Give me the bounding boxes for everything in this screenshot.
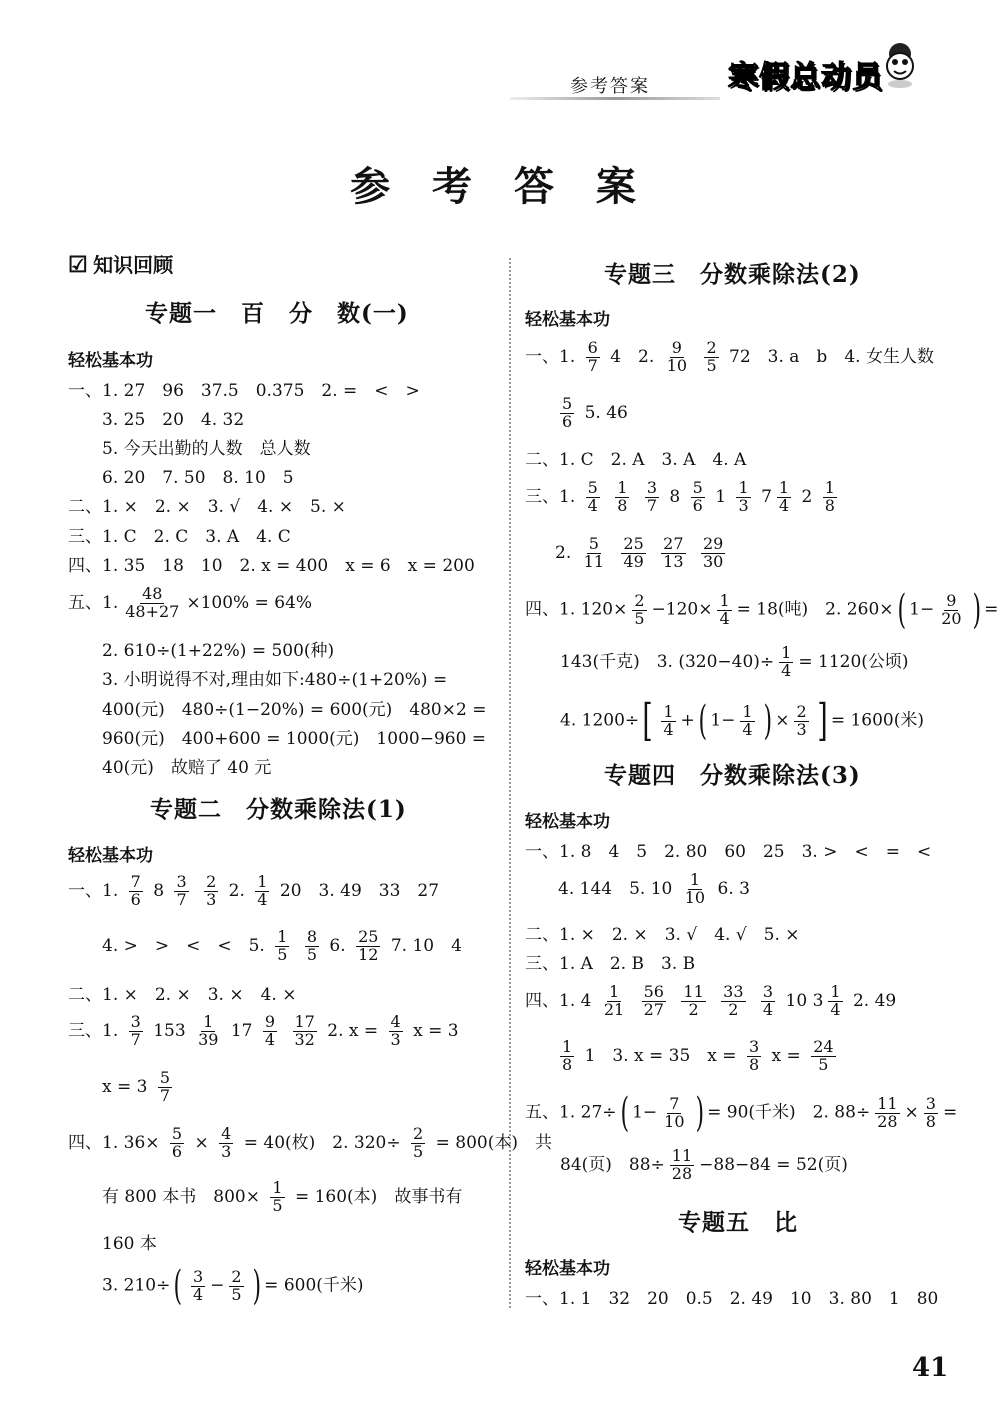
answer-line: 一、1. 27 96 37.5 0.375 2. = < > <box>68 381 420 401</box>
answer-line: 143(千克) 3. (320−40)÷ $\frac{1}{4}$ = 1120(公顷) <box>560 643 909 680</box>
fraction: $\frac{3}{7}$ <box>176 872 187 909</box>
fraction: $\frac{17}{32}$ <box>294 1012 315 1049</box>
topic2-title: 专题二 分数乘除法(1) <box>150 796 407 823</box>
answer-line: 2. $\frac{5}{11}$ $\frac{25}{49}$ $\frac{27}{13}$ $\frac{29}{30}$ <box>555 534 724 571</box>
topic4-subheading: 轻松基本功 <box>525 812 610 832</box>
fraction: $\frac{3}{8}$ <box>925 1093 936 1131</box>
answer-line: 4. > > < < 5. $\frac{1}{5}$ $\frac{8}{5}$ 6. $\frac{25}{12}$ 7. 10 4 <box>102 927 462 964</box>
answer-line: 一、1. $\frac{6}{7}$ 4 2. $\frac{9}{10}$ $\frac{2}{5}$ 72 3. a b 4. 女生人数 <box>525 338 934 375</box>
answer-line: 三、1. $\frac{5}{4}$ $\frac{1}{8}$ $\frac{3}{7}$ 8 $\frac{5}{6}$ 1 $\frac{1}{3}$ 7 $\frac{1}{4}$ 2 $\frac{1}{8}$ <box>525 478 835 515</box>
fraction: $\frac{7}{6}$ <box>130 872 141 909</box>
topic5-title: 专题五 比 <box>678 1209 798 1236</box>
fraction: $\frac{8}{5}$ <box>306 927 318 964</box>
answer-line: 二、1. × 2. × 3. × 4. × <box>68 985 297 1005</box>
fraction: $\frac{6}{7}$ <box>587 338 598 375</box>
checkbox-checked-icon: ☑ <box>68 252 88 278</box>
answer-line: 84(页) 88÷ $\frac{11}{28}$ −88−84 = 52(页) <box>560 1146 848 1183</box>
fraction: $\frac{24}{5}$ <box>813 1037 834 1074</box>
answer-line: 二、1. × 2. × 3. √ 4. × 5. × <box>68 497 346 517</box>
topic3-title: 专题三 分数乘除法(2) <box>604 261 861 288</box>
fraction: $\frac{1}{3}$ <box>738 478 749 515</box>
answer-line: 960(元) 400+600 = 1000(元) 1000−960 = <box>102 729 487 749</box>
fraction: $\frac{1}{8}$ <box>824 478 835 515</box>
fraction: $\frac{56}{27}$ <box>643 982 664 1019</box>
answer-line: $\frac{1}{8}$ 1 3. x = 35 x = $\frac{3}{8}$ x = $\frac{24}{5}$ <box>562 1037 834 1074</box>
brand-logo-text: 寒假总动员 <box>728 60 883 95</box>
answer-line: 2. 610÷(1+22%) = 500(种) <box>102 641 335 661</box>
fraction: $\frac{5}{6}$ <box>562 394 573 431</box>
fraction: $\frac{1}{4}$ <box>742 701 753 739</box>
fraction: $\frac{1}{4}$ <box>719 590 730 628</box>
answer-line: 6. 20 7. 50 8. 10 5 <box>102 468 294 488</box>
fraction: $\frac{2}{5}$ <box>706 338 717 375</box>
header-subtitle: 参考答案 <box>570 76 650 97</box>
answer-line: 3. 210÷( $\frac{3}{4}$ − $\frac{2}{5}$ ) = 600(千米) <box>102 1263 364 1309</box>
fraction: $\frac{1}{4}$ <box>778 478 790 515</box>
answer-line: 四、1. 36× $\frac{5}{6}$ × $\frac{4}{3}$ = 40(枚) 2. 320÷ $\frac{2}{5}$ = 800(本) 共 <box>68 1124 552 1161</box>
topic4-title: 专题四 分数乘除法(3) <box>604 762 861 789</box>
answer-line: 三、1. $\frac{3}{7}$ 153 $\frac{1}{39}$ 17 $\frac{9}{4}$ $\frac{17}{32}$ 2. x = $\frac{4}{3}$ x = 3 <box>68 1012 459 1049</box>
answer-line: 3. 小明说得不对,理由如下:480÷(1+20%) = <box>102 670 448 690</box>
fraction: $\frac{5}{4}$ <box>587 478 598 515</box>
fraction: $\frac{1}{10}$ <box>684 870 706 907</box>
fraction: $\frac{25}{12}$ <box>358 927 379 964</box>
fraction: $\frac{2}{5}$ <box>413 1124 424 1161</box>
fraction: $\frac{1}{39}$ <box>198 1012 219 1049</box>
fraction: $\frac{5}{11}$ <box>583 534 604 571</box>
answer-line: x = 3 $\frac{5}{7}$ <box>102 1068 171 1105</box>
fraction: $\frac{9}{10}$ <box>666 338 688 375</box>
answer-line: 4. 144 5. 10 $\frac{1}{10}$ 6. 3 <box>558 870 750 907</box>
answer-line: 400(元) 480÷(1−20%) = 600(元) 480×2 = <box>102 700 487 720</box>
answer-line: 三、1. A 2. B 3. B <box>525 954 696 974</box>
fraction: $\frac{9}{20}$ <box>941 590 962 628</box>
fraction: $\frac{2}{5}$ <box>231 1266 242 1304</box>
fraction: $\frac{3}{7}$ <box>646 478 658 515</box>
answer-line: 一、1. 1 32 20 0.5 2. 49 10 3. 80 1 80 <box>525 1289 939 1309</box>
fraction: $\frac{1}{5}$ <box>277 927 288 964</box>
fraction: $\frac{2}{3}$ <box>206 872 217 909</box>
fraction: $\frac{7}{10}$ <box>664 1093 685 1131</box>
fraction: $\frac{1}{4}$ <box>663 701 674 739</box>
fraction: $\frac{3}{4}$ <box>762 982 774 1019</box>
fraction: $\frac{11}{28}$ <box>877 1093 898 1131</box>
fraction: $\frac{33}{2}$ <box>723 982 744 1019</box>
answer-line: 五、1. $\frac{48}{48+27}$ ×100% = 64% <box>68 584 313 621</box>
fraction: $\frac{25}{49}$ <box>623 534 644 571</box>
answer-line: 五、1. 27÷( 1− $\frac{7}{10}$ ) = 90(千米) 2. 88÷ $\frac{11}{28}$ × $\frac{3}{8}$ = <box>525 1090 958 1136</box>
answer-line: 二、1. C 2. A 3. A 4. A <box>525 450 747 470</box>
topic1-subheading: 轻松基本功 <box>68 351 153 371</box>
fraction: $\frac{4}{3}$ <box>390 1012 401 1049</box>
fraction: $\frac{3}{7}$ <box>130 1012 141 1049</box>
fraction: $\frac{2}{5}$ <box>634 590 645 628</box>
fraction: $\frac{5}{7}$ <box>159 1068 171 1105</box>
answer-line: 4. 1200÷[ $\frac{1}{4}$ +( 1− $\frac{1}{4}$ ) × $\frac{2}{3}$ ] = 1600(米) <box>560 695 925 746</box>
fraction: $\frac{1}{4}$ <box>830 982 841 1019</box>
page-title: 参 考 答 案 <box>350 163 650 210</box>
answer-line: 二、1. × 2. × 3. √ 4. √ 5. × <box>525 925 800 945</box>
fraction: $\frac{27}{13}$ <box>663 534 684 571</box>
fraction: $\frac{5}{6}$ <box>692 478 703 515</box>
fraction: $\frac{1}{21}$ <box>603 982 625 1019</box>
answer-line: 一、1. 8 4 5 2. 80 60 25 3. > < = < <box>525 842 932 862</box>
fraction: $\frac{1}{4}$ <box>781 643 792 680</box>
answer-line: $\frac{5}{6}$ 5. 46 <box>562 394 628 431</box>
answer-line: 有 800 本书 800× $\frac{1}{5}$ = 160(本) 故事书有 <box>102 1178 463 1215</box>
page-number: 41 <box>912 1353 949 1383</box>
fraction: $\frac{11}{28}$ <box>671 1146 693 1183</box>
answer-line: 一、1. $\frac{7}{6}$ 8 $\frac{3}{7}$ $\frac{2}{3}$ 2. $\frac{1}{4}$ 20 3. 49 33 27 <box>68 872 440 909</box>
topic5-subheading: 轻松基本功 <box>525 1259 610 1279</box>
fraction: $\frac{5}{6}$ <box>171 1124 183 1161</box>
fraction: $\frac{3}{4}$ <box>192 1266 204 1304</box>
fraction: $\frac{29}{30}$ <box>702 534 724 571</box>
answer-line: 5. 今天出勤的人数 总人数 <box>102 439 311 459</box>
fraction: $\frac{9}{4}$ <box>264 1012 276 1049</box>
answer-line: 160 本 <box>102 1234 157 1254</box>
answer-line: 40(元) 故赔了 40 元 <box>102 758 272 778</box>
answer-line: 四、1. 35 18 10 2. x = 400 x = 6 x = 200 <box>68 556 475 576</box>
mascot-icon <box>880 40 920 88</box>
fraction: $\frac{1}{8}$ <box>617 478 628 515</box>
fraction: $\frac{3}{8}$ <box>748 1037 760 1074</box>
knowledge-review-heading: ☑ 知识回顾 <box>68 252 174 278</box>
topic2-subheading: 轻松基本功 <box>68 846 153 866</box>
answer-line: 三、1. C 2. C 3. A 4. C <box>68 527 291 547</box>
header-rule <box>510 97 720 100</box>
fraction: $\frac{2}{3}$ <box>796 701 807 739</box>
fraction: $\frac{4}{3}$ <box>221 1124 232 1161</box>
fraction: $\frac{1}{8}$ <box>562 1037 573 1074</box>
answer-line: 3. 25 20 4. 32 <box>102 410 245 430</box>
fraction: $\frac{48}{48+27}$ <box>125 584 180 621</box>
topic1-title: 专题一 百 分 数(一) <box>145 300 409 327</box>
topic3-subheading: 轻松基本功 <box>525 310 610 330</box>
answer-line: 四、1. 4 $\frac{1}{21}$ $\frac{56}{27}$ $\frac{11}{2}$ $\frac{33}{2}$ $\frac{3}{4}$ 10 3 $\frac{1}{4}$ 2. 49 <box>525 982 897 1019</box>
fraction: $\frac{11}{2}$ <box>683 982 704 1019</box>
answer-line: 四、1. 120× $\frac{2}{5}$ −120× $\frac{1}{4}$ = 18(吨) 2. 260×( 1− $\frac{9}{20}$ ) = <box>525 587 999 633</box>
fraction: $\frac{1}{4}$ <box>257 872 268 909</box>
fraction: $\frac{1}{5}$ <box>272 1178 283 1215</box>
